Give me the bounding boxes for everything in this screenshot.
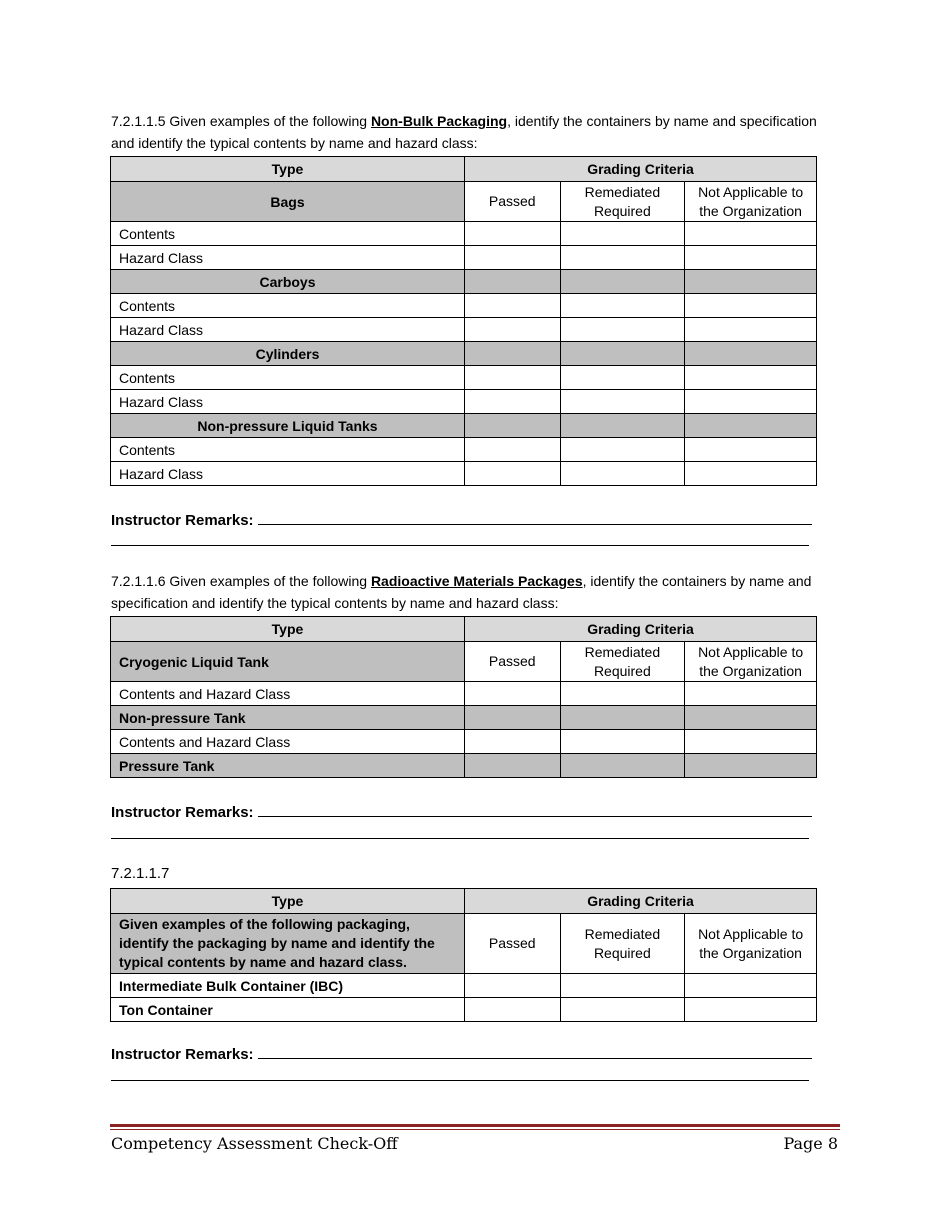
not-applicable-cell[interactable]	[685, 246, 817, 270]
not-applicable-cell[interactable]	[685, 998, 817, 1022]
not-applicable-cell[interactable]	[685, 390, 817, 414]
non-bulk-packaging-table	[110, 156, 817, 486]
row-label: Hazard Class	[111, 462, 465, 486]
table-row	[111, 462, 817, 486]
type-header: Type	[111, 617, 465, 642]
passed-cell[interactable]	[464, 682, 560, 706]
table-row	[111, 998, 817, 1022]
intro-emphasis: Radioactive Materials Packages	[370, 573, 583, 589]
category-row	[111, 270, 817, 294]
remarks-line[interactable]	[111, 838, 809, 839]
row-label: Contents	[111, 438, 465, 462]
not-applicable-cell	[685, 706, 817, 730]
intro-emphasis: Non-Bulk Packaging	[370, 113, 508, 129]
remediated-cell	[560, 414, 685, 438]
category-cell: Given examples of the following packaging, identify the packaging by name and identify the typical contents by name and hazard class.	[111, 914, 465, 974]
category-cell: Non-pressure Tank	[111, 706, 465, 730]
instructor-remarks-label: Instructor Remarks:	[111, 512, 254, 529]
intro-text: 7.2.1.1.5 Given examples of the following	[111, 113, 371, 129]
not-applicable-cell	[685, 754, 817, 778]
passed-cell[interactable]	[464, 318, 560, 342]
passed-cell[interactable]	[464, 294, 560, 318]
not-applicable-cell[interactable]	[685, 294, 817, 318]
passed-cell[interactable]	[464, 730, 560, 754]
row-label: Contents and Hazard Class	[111, 730, 465, 754]
row-label: Ton Container	[111, 998, 465, 1022]
remediated-cell	[560, 706, 685, 730]
passed-column-label: Passed	[464, 914, 560, 974]
remediated-cell[interactable]	[560, 682, 685, 706]
not-applicable-cell	[685, 342, 817, 366]
remediated-cell[interactable]	[560, 366, 685, 390]
passed-cell	[464, 342, 560, 366]
table-row	[111, 682, 817, 706]
page-number: Page 8	[783, 1134, 838, 1153]
grading-criteria-header: Grading Criteria	[464, 889, 816, 914]
passed-cell	[464, 270, 560, 294]
packaging-identification-table	[110, 888, 817, 1022]
not-applicable-cell	[685, 414, 817, 438]
type-header: Type	[111, 889, 465, 914]
category-cell: Cryogenic Liquid Tank	[111, 642, 465, 682]
remediated-cell	[560, 754, 685, 778]
row-label: Contents	[111, 222, 465, 246]
not-applicable-cell[interactable]	[685, 730, 817, 754]
not-applicable-column-label: Not Applicable to the Organization	[685, 914, 817, 974]
remarks-line[interactable]	[111, 545, 809, 546]
passed-cell	[464, 414, 560, 438]
passed-column-label: Passed	[464, 182, 560, 222]
footer-rule	[110, 1124, 840, 1127]
row-label: Hazard Class	[111, 390, 465, 414]
table-row	[111, 318, 817, 342]
remarks-line[interactable]	[258, 510, 812, 525]
not-applicable-column-label: Not Applicable to the Organization	[685, 182, 817, 222]
not-applicable-cell[interactable]	[685, 318, 817, 342]
remediated-cell[interactable]	[560, 390, 685, 414]
row-label: Intermediate Bulk Container (IBC)	[111, 974, 465, 998]
instructor-remarks	[111, 802, 812, 821]
passed-cell[interactable]	[464, 998, 560, 1022]
category-cell: Bags	[111, 182, 465, 222]
remediated-cell[interactable]	[560, 998, 685, 1022]
instructor-remarks-label: Instructor Remarks:	[111, 804, 254, 821]
remediated-cell[interactable]	[560, 318, 685, 342]
category-row	[111, 414, 817, 438]
type-header: Type	[111, 157, 465, 182]
category-cell: Carboys	[111, 270, 465, 294]
not-applicable-cell[interactable]	[685, 366, 817, 390]
not-applicable-cell[interactable]	[685, 222, 817, 246]
table-row	[111, 390, 817, 414]
passed-cell	[464, 706, 560, 730]
footer-rule	[110, 1129, 840, 1130]
not-applicable-cell[interactable]	[685, 462, 817, 486]
remarks-line[interactable]	[258, 802, 812, 817]
passed-cell	[464, 754, 560, 778]
category-row	[111, 342, 817, 366]
section-2-intro	[111, 570, 827, 614]
table-row	[111, 222, 817, 246]
category-cell: Cylinders	[111, 342, 465, 366]
passed-cell[interactable]	[464, 246, 560, 270]
table-row	[111, 730, 817, 754]
remediated-cell[interactable]	[560, 294, 685, 318]
remediated-cell	[560, 270, 685, 294]
category-cell: Pressure Tank	[111, 754, 465, 778]
category-cell: Non-pressure Liquid Tanks	[111, 414, 465, 438]
row-label: Contents and Hazard Class	[111, 682, 465, 706]
grading-criteria-header: Grading Criteria	[464, 157, 816, 182]
radioactive-packages-table	[110, 616, 817, 778]
not-applicable-cell[interactable]	[685, 438, 817, 462]
remediated-column-label: Remediated Required	[560, 642, 685, 682]
remediated-cell[interactable]	[560, 438, 685, 462]
instructor-remarks	[111, 510, 812, 529]
table-row	[111, 438, 817, 462]
remarks-line[interactable]	[258, 1044, 812, 1059]
remediated-cell	[560, 342, 685, 366]
section-number: 7.2.1.1.7	[111, 865, 170, 882]
grading-criteria-header: Grading Criteria	[464, 617, 816, 642]
remediated-column-label: Remediated Required	[560, 914, 685, 974]
category-row	[111, 754, 817, 778]
remediated-cell[interactable]	[560, 222, 685, 246]
row-label: Contents	[111, 294, 465, 318]
not-applicable-column-label: Not Applicable to the Organization	[685, 642, 817, 682]
not-applicable-cell[interactable]	[685, 682, 817, 706]
intro-text: , identify the containers by name and specification and identify the typical contents by name and hazard class:	[111, 113, 817, 151]
remediated-cell[interactable]	[560, 462, 685, 486]
remediated-cell[interactable]	[560, 974, 685, 998]
not-applicable-cell[interactable]	[685, 974, 817, 998]
row-label: Hazard Class	[111, 246, 465, 270]
passed-cell[interactable]	[464, 974, 560, 998]
remediated-cell[interactable]	[560, 246, 685, 270]
intro-text: , identify the containers by name and specification and identify the typical contents by name and hazard class:	[111, 573, 812, 611]
table-row	[111, 974, 817, 998]
passed-cell[interactable]	[464, 390, 560, 414]
table-row	[111, 366, 817, 390]
section-1-intro	[111, 110, 827, 154]
passed-column-label: Passed	[464, 642, 560, 682]
page-footer	[111, 1134, 838, 1153]
table-row	[111, 246, 817, 270]
instructor-remarks	[111, 1044, 812, 1063]
row-label: Contents	[111, 366, 465, 390]
remarks-line[interactable]	[111, 1080, 809, 1081]
not-applicable-cell	[685, 270, 817, 294]
remediated-cell[interactable]	[560, 730, 685, 754]
remediated-column-label: Remediated Required	[560, 182, 685, 222]
passed-cell[interactable]	[464, 366, 560, 390]
footer-title: Competency Assessment Check-Off	[111, 1134, 398, 1153]
category-row	[111, 706, 817, 730]
instructor-remarks-label: Instructor Remarks:	[111, 1046, 254, 1063]
table-row	[111, 294, 817, 318]
passed-cell[interactable]	[464, 222, 560, 246]
row-label: Hazard Class	[111, 318, 465, 342]
passed-cell[interactable]	[464, 438, 560, 462]
passed-cell[interactable]	[464, 462, 560, 486]
intro-text: 7.2.1.1.6 Given examples of the following	[111, 573, 371, 589]
